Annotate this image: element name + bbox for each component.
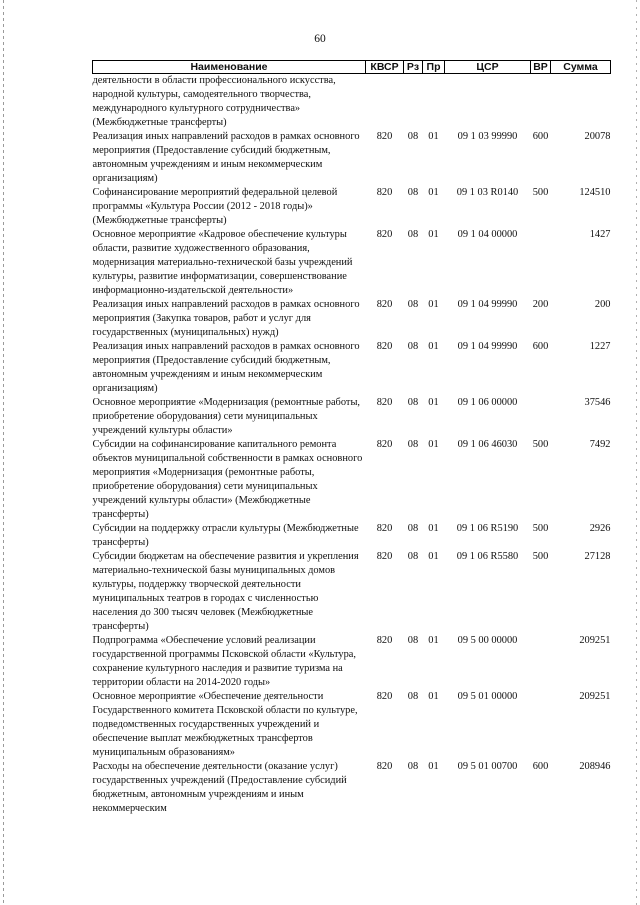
- row-kvsr: 820: [376, 299, 393, 310]
- row-csr: 09 1 04 99990: [457, 341, 518, 352]
- row-sum: 200: [594, 299, 611, 310]
- row-pr: 01: [428, 439, 439, 450]
- row-name: Реализация иных направлений расходов в рамках основного мероприятия (Предоставление субсидий бюджетным, автономным учреждениям и иным некоммерческим организациям): [92, 341, 360, 394]
- row-kvsr: 820: [376, 523, 393, 534]
- row-rz: 08: [407, 439, 419, 450]
- row-name: Софинансирование мероприятий федеральной целевой программы «Культура России (2012 - 2018 годы)» (Межбюджетные трансферты): [92, 187, 338, 226]
- row-sum: 208946: [579, 761, 611, 772]
- row-name: Субсидии на софинансирование капитального ремонта объектов муниципальной собственности в рамках основного мероприятия «Модернизация (ремонтные работы, приобретение оборудования) сети муниципальных учреждений культуры области» (Межбюджетные трансферты): [92, 439, 363, 520]
- scan-edge-left: [3, 0, 4, 905]
- row-pr: 01: [428, 523, 439, 534]
- header-sum: Сумма: [551, 61, 611, 74]
- row-sum: [551, 74, 611, 131]
- table-row: [93, 760, 611, 816]
- row-kvsr: 820: [376, 341, 393, 352]
- table-row: [93, 634, 611, 690]
- table-row: [93, 690, 611, 760]
- row-pr: 01: [428, 229, 439, 240]
- row-name: деятельности в области профессионального искусства, народной культуры, самодеятельного творчества, международного культурного сотрудничества» (Межбюджетные трансферты): [92, 75, 336, 128]
- row-csr: 09 1 04 00000: [457, 229, 518, 240]
- row-kvsr: 820: [376, 761, 393, 772]
- row-rz: 08: [407, 187, 419, 198]
- row-pr: 01: [428, 761, 439, 772]
- row-kvsr: 820: [376, 439, 393, 450]
- table-row: [93, 130, 611, 186]
- row-pr: 01: [428, 635, 439, 646]
- table-row: [93, 438, 611, 522]
- row-vr: [531, 228, 551, 298]
- row-pr: 01: [428, 131, 439, 142]
- row-pr: [423, 74, 445, 131]
- table-row: [93, 522, 611, 550]
- table-row: [93, 396, 611, 438]
- row-vr: 500: [532, 551, 549, 562]
- row-rz: 08: [407, 131, 419, 142]
- row-vr: 600: [532, 341, 549, 352]
- row-name: Подпрограмма «Обеспечение условий реализации государственной программы Псковской области «Культура, сохранение культурного наследия и развитие туризма на территории области на 2014-2020 годы»: [92, 635, 357, 688]
- row-csr: 09 5 00 00000: [457, 635, 518, 646]
- row-vr: [531, 396, 551, 438]
- row-rz: [404, 74, 423, 131]
- row-kvsr: 820: [376, 187, 393, 198]
- table-row: [93, 228, 611, 298]
- row-name: Реализация иных направлений расходов в рамках основного мероприятия (Закупка товаров, работ и услуг для государственных (муниципальных) нужд): [92, 299, 360, 338]
- row-csr: [445, 74, 531, 131]
- row-name: Основное мероприятие «Обеспечение деятельности Государственного комитета Псковской области по культуре, подведомственных государственных учреждений и обеспечение выплат межбюджетных трансфертов муниципальным образованиям»: [92, 691, 358, 758]
- row-csr: 09 5 01 00700: [457, 761, 518, 772]
- row-sum: 7492: [589, 439, 611, 450]
- row-sum: 124510: [579, 187, 611, 198]
- row-vr: 500: [532, 439, 549, 450]
- row-pr: 01: [428, 299, 439, 310]
- row-rz: 08: [407, 229, 419, 240]
- row-sum: 209251: [579, 691, 611, 702]
- row-vr: 600: [532, 761, 549, 772]
- row-name: Субсидии бюджетам на обеспечение развития и укрепления материально-технической базы муниципальных домов культуры, поддержку творческой деятельности муниципальных театров в городах с численностью населения до 300 тысяч человек (Межбюджетные трансферты): [92, 551, 359, 632]
- row-sum: 20078: [584, 131, 611, 142]
- row-pr: 01: [428, 691, 439, 702]
- row-sum: 209251: [579, 635, 611, 646]
- row-csr: 09 1 06 R5190: [456, 523, 519, 534]
- row-name: Реализация иных направлений расходов в рамках основного мероприятия (Предоставление субсидий бюджетным, автономным учреждениям и иным некоммерческим организациям): [92, 131, 360, 184]
- row-rz: 08: [407, 397, 419, 408]
- row-kvsr: 820: [376, 635, 393, 646]
- row-name: Субсидии на поддержку отрасли культуры (Межбюджетные трансферты): [92, 523, 359, 548]
- row-rz: 08: [407, 341, 419, 352]
- row-rz: 08: [407, 299, 419, 310]
- row-name: Расходы на обеспечение деятельности (оказание услуг) государственных учреждений (Предоставление субсидий бюджетным, автономным учреждениям и иным некоммерческим: [92, 761, 347, 814]
- row-pr: 01: [428, 187, 439, 198]
- row-rz: 08: [407, 691, 419, 702]
- row-name: Основное мероприятие «Кадровое обеспечение культуры области, развитие художественного образования, модернизация материально-технической базы учреждений культуры, развитие информатизации, совершенствование информационно-издательской деятельности»: [92, 229, 353, 296]
- header-rz: Рз: [404, 61, 423, 74]
- row-sum: 1227: [589, 341, 611, 352]
- table-header-row: [93, 61, 611, 74]
- row-pr: 01: [428, 551, 439, 562]
- row-pr: 01: [428, 397, 439, 408]
- header-csr: ЦСР: [445, 61, 531, 74]
- header-pr: Пр: [423, 61, 445, 74]
- row-sum: 2926: [589, 523, 611, 534]
- row-rz: 08: [407, 551, 419, 562]
- row-csr: 09 5 01 00000: [457, 691, 518, 702]
- table-row: [93, 550, 611, 634]
- row-csr: 09 1 03 99990: [457, 131, 518, 142]
- scan-edge-right: [636, 0, 637, 905]
- row-sum: 1427: [589, 229, 611, 240]
- row-csr: 09 1 06 00000: [457, 397, 518, 408]
- header-name: Наименование: [93, 61, 366, 74]
- row-kvsr: 820: [376, 131, 393, 142]
- row-kvsr: 820: [376, 229, 393, 240]
- row-name: Основное мероприятие «Модернизация (ремонтные работы, приобретение оборудования) сети муниципальных учреждений культуры области»: [92, 397, 361, 436]
- row-vr: 200: [532, 299, 549, 310]
- row-kvsr: [366, 74, 404, 131]
- row-vr: [531, 634, 551, 690]
- page-number: 60: [314, 33, 326, 45]
- row-kvsr: 820: [376, 397, 393, 408]
- row-vr: [531, 74, 551, 131]
- header-kvsr: КВСР: [366, 61, 404, 74]
- row-rz: 08: [407, 761, 419, 772]
- row-sum: 27128: [584, 551, 611, 562]
- row-vr: [531, 690, 551, 760]
- row-csr: 09 1 04 99990: [457, 299, 518, 310]
- row-rz: 08: [407, 635, 419, 646]
- row-kvsr: 820: [376, 691, 393, 702]
- row-rz: 08: [407, 523, 419, 534]
- budget-table: [92, 60, 611, 816]
- row-kvsr: 820: [376, 551, 393, 562]
- table-row: [93, 340, 611, 396]
- header-vr: ВР: [531, 61, 551, 74]
- row-csr: 09 1 03 R0140: [456, 187, 519, 198]
- table-row: [93, 74, 611, 131]
- table-row: [93, 298, 611, 340]
- row-csr: 09 1 06 R5580: [456, 551, 519, 562]
- row-csr: 09 1 06 46030: [457, 439, 518, 450]
- row-vr: 500: [532, 187, 549, 198]
- row-sum: 37546: [584, 397, 611, 408]
- row-pr: 01: [428, 341, 439, 352]
- row-vr: 600: [532, 131, 549, 142]
- table-row: [93, 186, 611, 228]
- row-vr: 500: [532, 523, 549, 534]
